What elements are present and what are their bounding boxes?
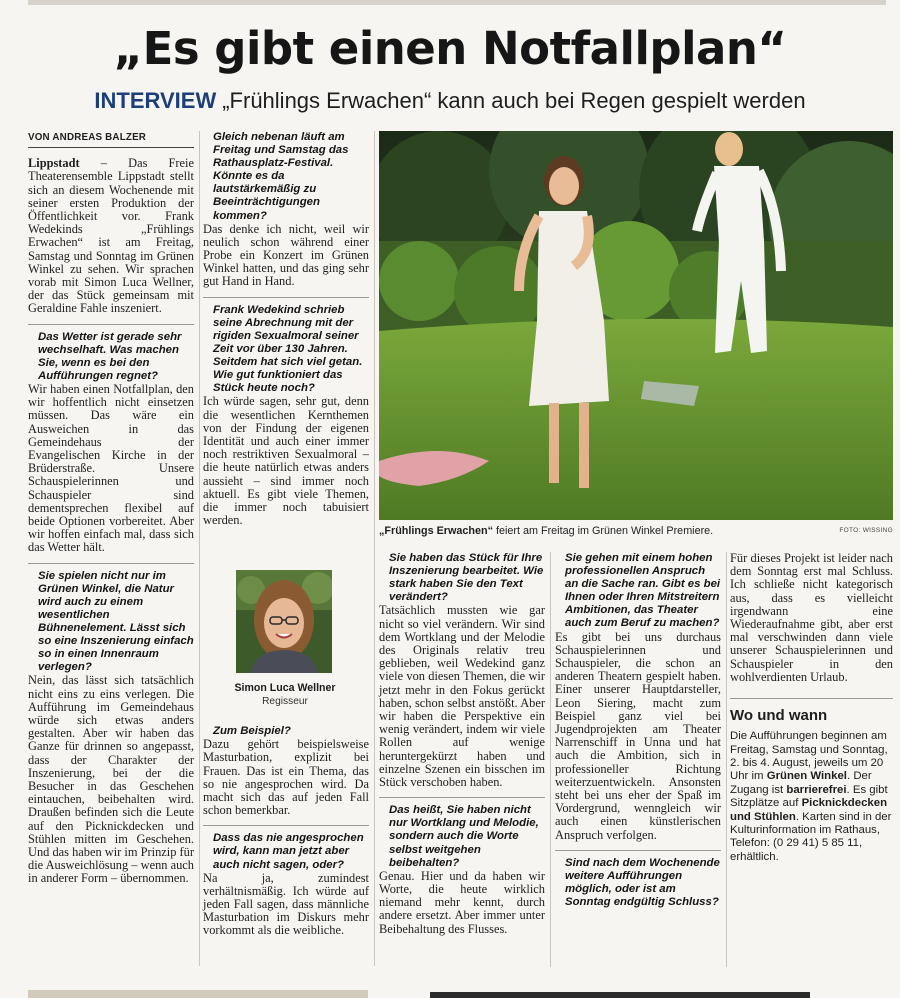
info-box	[730, 698, 893, 864]
qa-block-10	[555, 850, 721, 909]
author-byline: VON ANDREAS BALZER	[28, 131, 194, 148]
column-divider-3	[550, 552, 551, 967]
column-5	[730, 552, 893, 864]
info-text-2: . Der Zugang ist	[730, 770, 872, 796]
answer-4: Ich würde sagen, sehr gut, denn die wesentlichen Kernthemen von der Findung der eigenen Identität und auch einer immer noch restriktiven Sexualmoral – die heute natürlich etwas anders aussieht – sind immer noch aktuell. Es gibt viele Themen, die immer noch tabuisiert werden.	[203, 394, 369, 528]
answer-5: Dazu gehört beispielsweise Masturbation, explizit bei Frauen. Das ist ein Thema, das so nie angesprochen wird. Da macht sich das auf jeden Fall schon bemerkbar.	[203, 737, 369, 818]
question-9: Sie gehen mit einem hohen professionellen Anspruch an die Sache ran. Gibt es bei Ihnen oder Ihren Mitstreitern Ambitionen, das Theater auch zum Beruf zu machen?	[565, 552, 721, 630]
info-text	[730, 730, 893, 864]
intro-paragraph	[28, 157, 194, 315]
interview-kicker: INTERVIEW	[94, 88, 217, 113]
info-text-3: . Es gibt Sitzplätze auf	[730, 783, 888, 810]
answer-6: Na ja, zumindest verhältnismäßig. Ich würde auf jeden Fall sagen, dass männliche Masturbation im Diskurs mehr vorkommt als die weibliche.	[203, 870, 369, 938]
answer-1: Wir haben einen Notfallplan, den wir hoffentlich nicht einsetzen müssen. Das wäre ein Ausweichen in das Gemeindehaus der Evangelischen Kirche in der Brüderstraße. Unsere Schauspielerinnen und Schauspieler sind dementsprechen flexibel auf beide Optionen vorbereitet. Aber wir hoffen einfach mal, dass sich das Wetter hält.	[28, 382, 194, 555]
answer-9: Es gibt bei uns durchaus Schauspielerinnen und Schauspieler, die schon an anderen Theatern gespielt haben. Einer unserer Hauptdarsteller, Leon Siering, macht zum Beispiel ganz viel bei Jugendprojekten am Theater Narrenschiff in Unna und hat auch die Ambition, sich in professioneller Richtung weiterzuentwickeln. Ansonsten steht bei uns eher der Spaß im Vordergrund, wenngleich wir auch einen künstlerischen Anspruch verfolgen.	[555, 629, 721, 842]
qa-block-1	[28, 324, 194, 555]
next-article-image-strip	[28, 990, 368, 998]
question-6: Dass das nie angesprochen wird, kann man jetzt aber auch nicht sagen, oder?	[213, 832, 364, 871]
answer-8: Genau. Hier und da haben wir Worte, die heute wirklich niemand mehr kennt, durch andere ersetzt. Aber immer unter Beibehaltung des Flusses.	[379, 868, 545, 936]
question-4: Frank Wedekind schrieb seine Abrechnung mit der rigiden Sexualmoral seiner Zeit vor über 130 Jahren. Seitdem hat sich viel getan. Wie gut funktioniert das Stück heute noch?	[213, 303, 363, 395]
next-article-headline-strip	[430, 992, 810, 998]
answer-10: Für dieses Projekt ist leider nach dem Sonntag erst mal Schluss. Ich schließe nicht kategorisch aus, dass es vielleicht irgendwann eine Wiederaufnahme gibt, aber erst mal verschwinden dann viele unserer Schauspielerinnen und Schauspieler in den wohlverdienten Urlaub.	[730, 551, 893, 684]
qa-block-2	[28, 563, 194, 886]
subheadline	[0, 88, 900, 114]
info-bold-1: Grünen Winkel	[766, 770, 847, 783]
question-8: Das heißt, Sie haben nicht nur Wortklang und Melodie, sondern auch die Worte selbst weitgehen beibehalten?	[389, 804, 539, 869]
column-4	[555, 552, 721, 909]
question-1: Das Wetter ist gerade sehr wechselhaft. Was machen Sie, wenn es bei den Aufführungen regnet?	[38, 330, 182, 382]
photo-caption	[379, 525, 893, 537]
question-10: Sind nach dem Wochenende weitere Aufführungen möglich, oder ist am Sonntag endgültig Schluss?	[565, 856, 720, 909]
answer-7: Tatsächlich mussten wie gar nicht so viel verändern. Wir sind dem Wortklang und der Melodie des Originals relativ treu geblieben, weil Wedekind ganz viele von diesen Themen, die wir jetzt mehr in den Fokus gerückt haben, schon selbst anstößt. Aber wir haben die Perspektive ein wenig verändert, indem wir viele Rollen auf wenige heruntergekürzt haben und einzelne Szenen ein bisschen im Stück verschoben haben.	[379, 603, 545, 790]
question-7: Sie haben das Stück für Ihre Inszenierung bearbeitet. Wie stark haben Sie den Text verändert?	[389, 552, 544, 604]
info-text-1: Die Aufführungen beginnen am Freitag, Samstag und Sonntag, 2. bis 4. August, jeweils um 20 Uhr im	[730, 730, 888, 783]
qa-block-6	[203, 825, 369, 937]
column-divider-2	[374, 131, 375, 966]
caption-text: feiert am Freitag im Grünen Winkel Premiere.	[492, 525, 714, 537]
column-divider-4	[726, 552, 727, 967]
headline: „Es gibt einen Notfallplan“	[113, 22, 787, 75]
info-bold-2: barrierefrei	[786, 783, 847, 796]
portrait-photo	[236, 570, 332, 673]
qa-block-8	[379, 797, 545, 935]
dateline-city: Lippstadt	[28, 156, 80, 171]
column-divider-1	[199, 131, 200, 966]
column-2-lower	[203, 725, 369, 938]
answer-3: Das denke ich nicht, weil wir neulich schon während einer Probe ein Konzert im Grünen Winkel hatten, und das ging sehr gut Hand in Hand.	[203, 221, 369, 289]
column-2	[203, 131, 369, 527]
question-2: Sie spielen nicht nur im Grünen Winkel, die Natur wird auch zu einem wesentlichen Bühnenelement. Lässt sich so eine Inszenierung einfach so in einen Innenraum verlegen?	[38, 569, 194, 674]
subheadline-text: „Frühlings Erwachen“ kann auch bei Regen gespielt werden	[222, 88, 806, 113]
intro-text: – Das Freie Theaterensemble Lippstadt stellt sich an diesem Wochenende mit seiner ersten Produktion der Öffentlichkeit vor. Frank Wedekinds „Frühlings Erwachen“ ist am Freitag, Samstag und Sonntag im Grünen Winkel zu sehen. Wir sprachen vorab mit Simon Luca Wellner, der das Stück gemeinsam mit Geraldine Fahle inszeniert.	[28, 156, 194, 316]
info-text-4: . Karten sind in der Kulturinformation im Rathaus, Telefon: (0 29 41) 5 85 11, erhältlich.	[730, 810, 892, 863]
column-1	[28, 131, 194, 886]
portrait-name: Simon Luca Wellner	[234, 682, 336, 694]
caption-title: „Frühlings Erwachen“	[379, 525, 493, 537]
qa-block-4	[203, 297, 369, 528]
photo-credit: FOTO: WISSING	[839, 527, 893, 534]
question-5: Zum Beispiel?	[213, 725, 291, 737]
top-rule	[28, 0, 886, 5]
question-3: Gleich nebenan läuft am Freitag und Samstag das Rathausplatz-Festival. Könnte es da lautstärkemäßig zu Beeinträchtigungen kommen?	[213, 131, 349, 222]
info-title: Wo und wann	[730, 707, 828, 725]
column-3	[379, 552, 545, 936]
answer-2: Nein, das lässt sich tatsächlich nicht eins zu eins verlegen. Die Aufführung im Gemeindehaus würde sich etwas anders gestalten. Aber wir haben das Ganze für drinnen so angepasst, dass der Charakter der Inszenierung, bei der die Besucher in das Geschehen eintauchen, beibehalten wird. Draußen befinden sich die Leute auf den Picknickdecken und Stühlen mitten im Geschehen. Und das haben wir im Prinzip für die Ausweichlösung – wenn auch in anderer Form – übernommen.	[28, 673, 194, 886]
stage-photo	[379, 131, 893, 520]
info-bold-3: Picknickdecken und Stühlen	[730, 797, 888, 823]
portrait-role: Regisseur	[262, 696, 308, 707]
